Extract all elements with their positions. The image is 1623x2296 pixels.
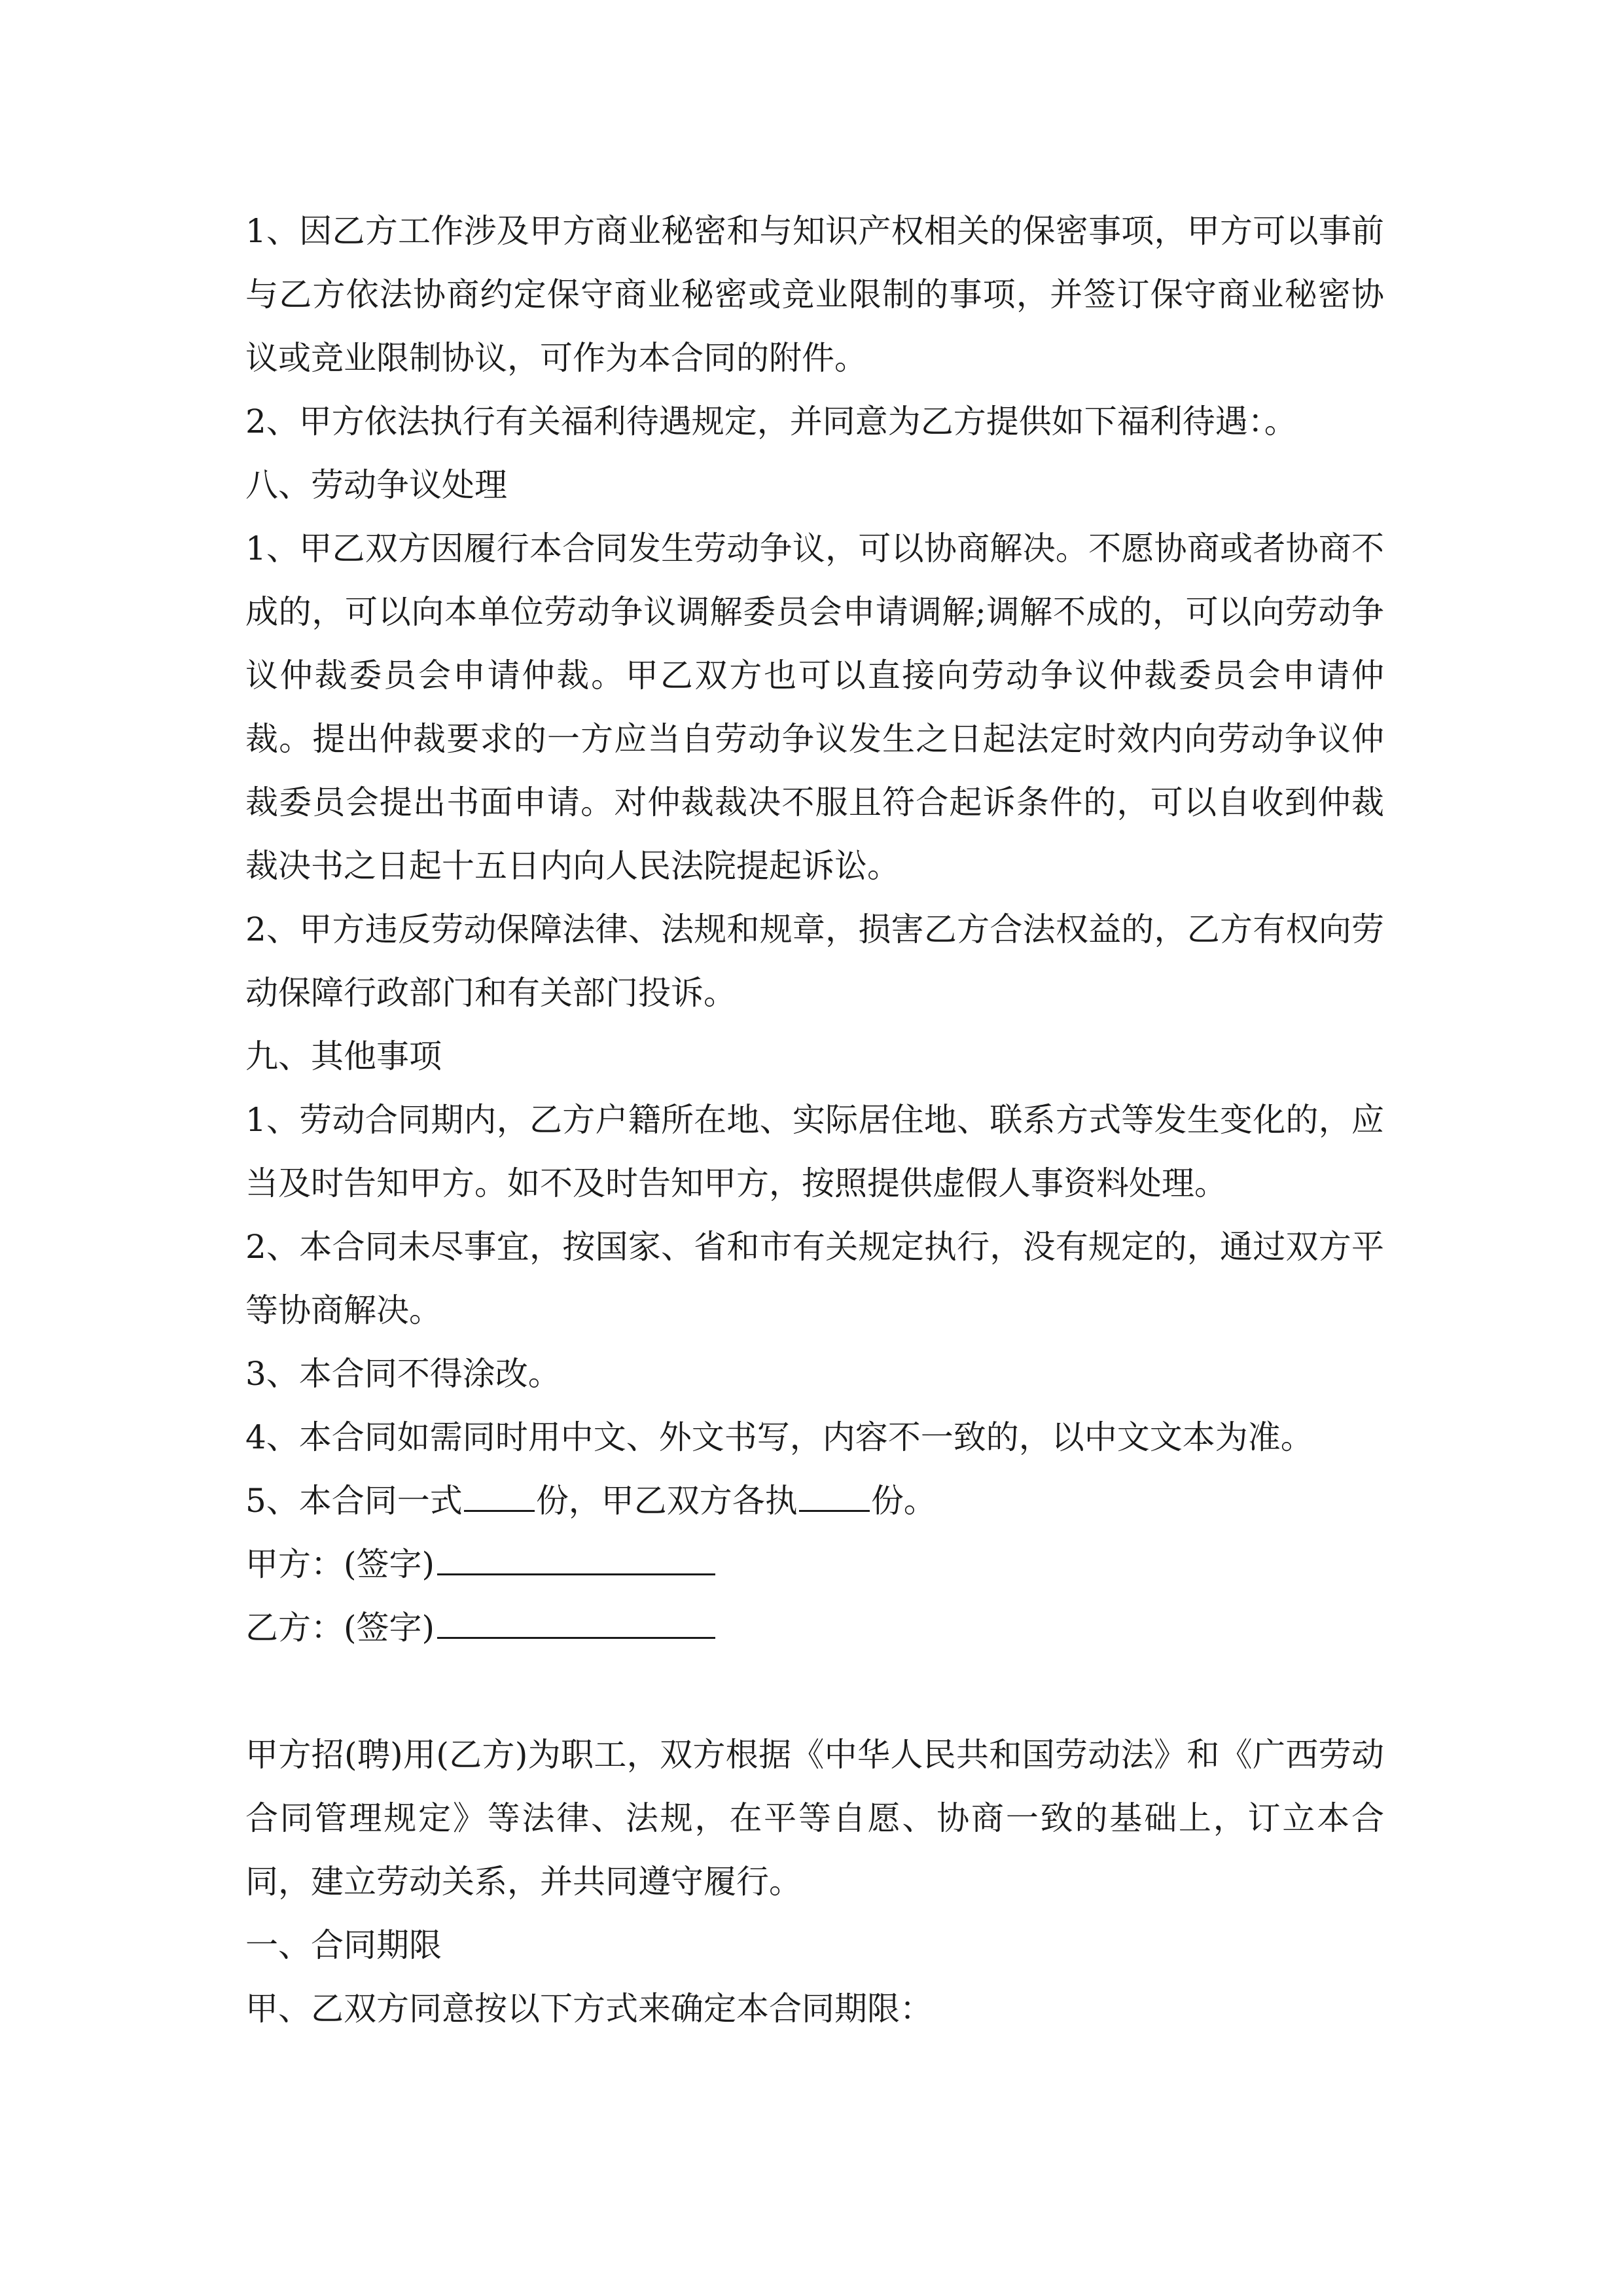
section8-item1: 1、甲乙双方因履行本合同发生劳动争议，可以协商解决。不愿协商或者协商不成的，可以向本单位劳动争议调解委员会申请调解;调解不成的，可以向劳动争议仲裁委员会申请仲裁。甲乙双方也可以直接向劳动争议仲裁委员会申请仲裁。提出仲裁要求的一方应当自劳动争议发生之日起法定时效内向劳动争议仲裁委员会提出书面申请。对仲裁裁决不服且符合起诉条件的，可以自收到仲裁裁决书之日起十五日内向人民法院提起诉讼。 bbox=[245, 529, 1384, 885]
party-a-label: 甲方：(签字) bbox=[245, 1545, 435, 1583]
signature-party-b bbox=[245, 1596, 1384, 1660]
section1-title: 一、合同期限 bbox=[245, 1926, 442, 1964]
section9-item2: 2、本合同未尽事宜，按国家、省和市有关规定执行，没有规定的，通过双方平等协商解决。 bbox=[245, 1228, 1384, 1329]
party-b-signature-line bbox=[437, 1598, 715, 1639]
section-gap bbox=[245, 1660, 1384, 1723]
section9-item4: 4、本合同如需同时用中文、外文书写，内容不一致的，以中文文本为准。 bbox=[245, 1418, 1313, 1456]
section8-title: 八、劳动争议处理 bbox=[245, 466, 507, 504]
section7-item2: 2、甲方依法执行有关福利待遇规定，并同意为乙方提供如下福利待遇：。 bbox=[245, 403, 1297, 440]
signature-party-a bbox=[245, 1533, 1384, 1596]
document-page bbox=[245, 200, 1384, 2041]
section9-item5 bbox=[245, 1469, 1384, 1533]
copies-total-blank bbox=[464, 1476, 535, 1512]
section8-item2: 2、甲方违反劳动保障法律、法规和规章，损害乙方合法权益的，乙方有权向劳动保障行政部门和有关部门投诉。 bbox=[245, 910, 1384, 1012]
section7-item1: 1、因乙方工作涉及甲方商业秘密和与知识产权相关的保密事项，甲方可以事前与乙方依法协商约定保守商业秘密或竞业限制的事项，并签订保守商业秘密协议或竞业限制协议，可作为本合同的附件。 bbox=[245, 212, 1384, 377]
party-a-signature-line bbox=[437, 1534, 715, 1575]
item5-text-3: 份。 bbox=[870, 1482, 936, 1520]
party-b-label: 乙方：(签字) bbox=[245, 1609, 435, 1647]
section9-item1: 1、劳动合同期内，乙方户籍所在地、实际居住地、联系方式等发生变化的，应当及时告知甲方。如不及时告知甲方，按照提供虚假人事资料处理。 bbox=[245, 1101, 1384, 1202]
section1-text: 甲、乙双方同意按以下方式来确定本合同期限： bbox=[245, 1990, 933, 2028]
item5-text-1: 5、本合同一式 bbox=[245, 1482, 463, 1520]
section9-title: 九、其他事项 bbox=[245, 1037, 442, 1075]
copies-each-blank bbox=[799, 1476, 870, 1512]
contract-intro: 甲方招(聘)用(乙方)为职工，双方根据《中华人民共和国劳动法》和《广西劳动合同管理规定》等法律、法规，在平等自愿、协商一致的基础上，订立本合同，建立劳动关系，并共同遵守履行。 bbox=[245, 1736, 1384, 1901]
section9-item3: 3、本合同不得涂改。 bbox=[245, 1355, 561, 1393]
item5-text-2: 份，甲乙双方各执 bbox=[535, 1482, 798, 1520]
